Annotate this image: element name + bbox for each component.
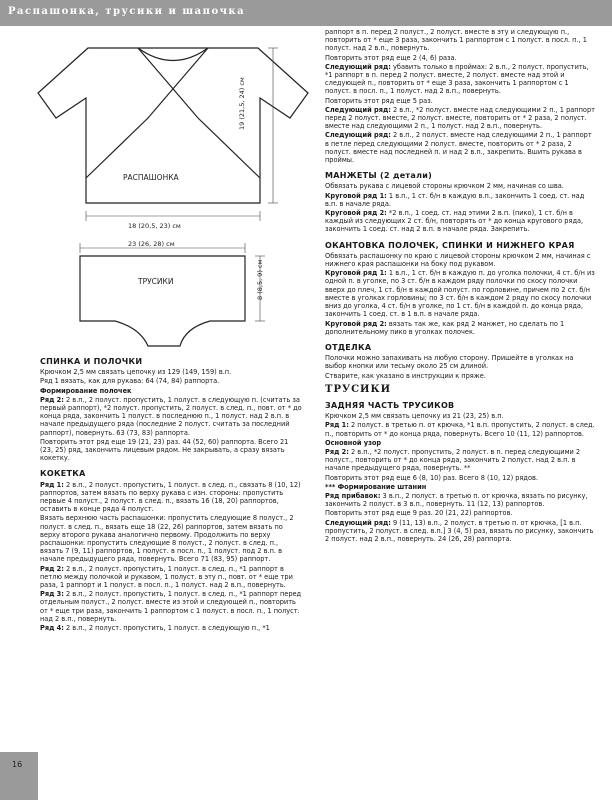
row-instruction: Ряд 3: 2 в.п., 2 полуст. пропустить, 1 полуст. в след. п., *1 раппорт перед отдельным полуст., 2 полуст. вместе из этой и следующей п., повторить от * еще три раза, закончить 1 раппортом с 1 полуст. в посл. п., 1 полуст. над 2 в.п., повернуть.: [40, 590, 302, 623]
row-label: Ряд 1:: [325, 421, 349, 430]
row-instruction: Ряд 2: 2 в.п., 2 полуст. пропустить, 1 полуст. в следующую п. (считать за первый раппорт), *2 полуст. пропустить, 2 полуст. в след. п., повт. от * до конца ряда, закончить 1 полуст. в последнюю п., 1 полуст. над 2 в.п. в начале предыдущего ряда (последние 2 полуст. считать за последний раппорт), повернуть. 63 (73, 83) раппорта.: [40, 395, 302, 437]
section-heading-zadnyaya: ЗАДНЯЯ ЧАСТЬ ТРУСИКОВ: [325, 400, 455, 410]
paragraph: Полочки можно запахивать на любую сторону. Пришейте в уголках на выбор кнопки или тесьму около 25 см длиной.: [325, 354, 574, 371]
row-label: Следующий ряд:: [325, 105, 391, 114]
row-instruction: Ряд 4: 2 в.п., 2 полуст. пропустить, 1 полуст. в следующую п., *1: [40, 624, 270, 633]
row-instruction: Следующий ряд: 2 в.п., 2 полуст. вместе над следующими 2 п., 1 раппорт в петле перед следующими 2 полуст. вместе, повторить от * 2 раза, 2 полуст. вместе над последней п. и над 2 в.п., закрепить. Вшить рукава в проймы.: [325, 131, 592, 165]
row-label: Круговой ряд 2:: [325, 209, 387, 218]
section-heading-manzhety: МАНЖЕТЫ (2 детали): [325, 171, 433, 181]
row-label: Следующий ряд:: [325, 518, 391, 527]
subheading: *** Формирование штанин: [325, 482, 427, 491]
row-label: Ряд 1:: [40, 480, 64, 489]
paragraph: раппорт в п. перед 2 полуст., 2 полуст. вместе в эту и следующую п., повторить от * еще 3 раза, закончить 1 раппортом с 1 полуст. в посл. п., 1 полуст. над 2 в.п., повернуть.: [325, 28, 587, 53]
page-number-tab: [0, 752, 38, 800]
paragraph: Вязать верхнюю часть распашонки: пропустить следующие 8 полуст., 2 полуст. в след. п., вязать еще 18 (22, 26) раппортов, затем вязать по верху второго рукава аналогично первому. Продолжить по верху распашонки: пропустить следующие 8 полуст., 2 полуст. в след. п., вязать 7 (9, 11) раппортов, 1 полуст. в посл. п., 1 полуст. под 2 в.п. в начале предыдущего ряда, повернуть. Всего 71 (83, 95) раппорт.: [40, 514, 294, 564]
row-instruction: Круговой ряд 2: *2 в.п., 1 соед. ст. над этими 2 в.п. (пико), 1 ст. б/н в каждый из следующих 2 ст. б/н, повторять от * до конца кругового ряда, закончить 1 соед. ст. над 2 в.п. в начале ряда. Закрепить.: [325, 209, 584, 234]
paragraph: Обвязать рукава с лицевой стороны крючком 2 мм, начиная со шва.: [325, 182, 564, 191]
row-instruction: Ряд 1: 2 полуст. в третью п. от крючка, *1 в.п. пропустить, 2 полуст. в след. п., повторить от * до конца ряда, повернуть. Всего 10 (11, 12) раппортов.: [325, 421, 595, 438]
trusiki-height-label: 8 (8,5, 9) см: [256, 259, 264, 300]
section-heading-trusiki: ТРУСИКИ: [325, 383, 392, 395]
subheading: Основной узор: [325, 438, 382, 447]
trusiki-top-label: 23 (26, 28) см: [128, 240, 175, 248]
row-label: Ряд 2:: [40, 564, 64, 573]
paragraph: Обвязать распашонку по краю с лицевой стороны крючком 2 мм, начиная с нижнего края распашонки на боку под рукавом.: [325, 251, 591, 269]
row-instruction: Ряд прибавок: 3 в.п., 2 полуст. в третью п. от крючка, вязать по рисунку, закончить 2 полуст. в 3 в.п., повернуть. 11 (12, 13) раппортов.: [325, 491, 588, 509]
subheading: Формирование полочек: [40, 386, 132, 395]
left-column: [40, 350, 302, 633]
paragraph: Повторить этот ряд еще 6 (8, 10) раз. Всего 8 (10, 12) рядов.: [325, 473, 538, 482]
row-instruction: Следующий ряд: 9 (11, 13) в.п., 2 полуст. в третью п. от крючка, [1 в.п. пропустить, 2 полуст. в след. в.п.] 3 (4, 5) раз, вязать по рисунку, закончить 2 полуст. над 2 в.п., повернуть. 24 (26, 28) раппорта.: [325, 518, 594, 543]
row-label: Ряд прибавок:: [325, 491, 381, 500]
header-title: Распашонка, трусики и шапочка: [8, 6, 246, 17]
row-label: Ряд 3:: [40, 590, 64, 599]
row-instruction: Круговой ряд 1: 1 в.п., 1 ст. б/н в каждую п. до уголка полочки, 4 ст. б/н из одной п. в уголке, по 3 ст. б/н в каждом ряду полочки по скосу полочки вверх до плеч, 1 ст. б/н в каждой полуст. по горловине, причем по 2 ст. б/н вместе в уголках горловины; по 3 ст. б/н в каждом 2 ряду по скосу полочки вниз до уголка, 4 ст. б/н в уголке, по 1 ст. б/н в каждой п. до конца ряда, закончить 1 соед. ст. в 1 в.п. в начале ряда.: [325, 269, 595, 319]
section-heading-koketka: КОКЕТКА: [40, 469, 86, 479]
row-instruction: Ряд 2: 2 в.п., 2 полуст. пропустить, 1 полуст. в след. п., *1 раппорт в петлю между полочкой и рукавом, 1 полуст. в эту п., повт. от * еще три раза, 1 раппорт и 1 полуст. в посл. п., 1 полуст. над 2 в.п., повернуть.: [40, 564, 293, 590]
trusiki-label: ТРУСИКИ: [138, 277, 174, 286]
raspashonka-height-label: 19 (21,5, 24) см: [238, 77, 246, 130]
row-label: Ряд 2:: [40, 395, 64, 404]
row-label: Круговой ряд 1:: [325, 191, 387, 200]
paragraph: Повторить этот ряд еще 19 (21, 23) раз. 44 (52, 60) раппорта. Всего 21 (23, 25) ряд, закончить лицевым рядом. Не закрывать, а сразу вязать кокетку.: [40, 437, 289, 463]
row-label: Следующий ряд:: [325, 131, 391, 140]
paragraph: Повторить этот ряд еще 2 (4, 6) раза.: [325, 53, 457, 62]
page-number: 16: [12, 760, 23, 769]
raspashonka-width-label: 18 (20,5, 23) см: [128, 222, 181, 230]
row-instruction: Ряд 1: 2 в.п., 2 полуст. пропустить, 1 полуст. в след. п., связать 8 (10, 12) раппортов, затем вязать по верху рукава с изн. стороны: пропустить первые 4 полуст., 2 полуст. в след. п., вязать 16 (18, 20) раппортов, оставить в конце ряда 4 полуст.: [40, 480, 301, 514]
section-heading-otdelka: ОТДЕЛКА: [325, 342, 372, 352]
row-instruction: Следующий ряд: 2 в.п., *2 полуст. вместе над следующими 2 п., 1 раппорт перед 2 полуст. вместе, 2 полуст. вместе, повторить от * 2 раза, 2 полуст. вместе над следующими 2 п., 1 полуст. над 2 в.п., повернуть.: [325, 105, 595, 131]
paragraph: Ряд 1 вязать, как для рукава: 64 (74, 84) раппорта.: [40, 377, 220, 386]
page-header: [0, 0, 612, 26]
dimension-lines: [86, 48, 278, 221]
trusiki-outline: [80, 256, 245, 346]
raspashonka-label: РАСПАШОНКА: [123, 173, 179, 182]
row-label: Следующий ряд:: [325, 62, 391, 71]
right-column: [325, 28, 595, 544]
row-instruction: Следующий ряд: убавить только в проймах: 2 в.п., 2 полуст. пропустить, *1 раппорт в п. перед 2 полуст. вместе, 2 полуст. вместе над этой и следующей п., повторить от * еще 3 раза, закончить 1 раппортом с 1 полуст. в посл. п., 1 полуст. над 2 в.п., повернуть.: [325, 62, 589, 96]
row-instruction: Ряд 2: 2 в.п., *2 полуст. пропустить, 2 полуст. в п. перед следующими 2 полуст., повторить от * до конца ряда, закончить 2 полуст. над 2 в.п. в начале предыдущего ряда, повернуть. **: [325, 447, 581, 473]
row-label: Ряд 2:: [325, 447, 349, 456]
paragraph: Крючком 2,5 мм связать цепочку из 129 (149, 159) в.п.: [40, 368, 232, 377]
section-heading-okantovka: ОКАНТОВКА ПОЛОЧЕК, СПИНКИ И НИЖНЕГО КРАЯ: [325, 240, 575, 250]
paragraph: Крючком 2,5 мм связать цепочку из 21 (23, 25) в.п.: [325, 412, 504, 421]
section-heading-spinka: СПИНКА И ПОЛОЧКИ: [40, 357, 143, 366]
row-label: Круговой ряд 2:: [325, 319, 387, 328]
paragraph: Повторить этот ряд еще 5 раз.: [325, 96, 433, 105]
row-label: Ряд 4:: [40, 624, 64, 633]
row-instruction: Круговой ряд 1: 1 в.п., 1 ст. б/н в каждую в.п., закончить 1 соед. ст. над в.п. в начале ряда.: [325, 191, 585, 208]
paragraph: Повторить этот ряд еще 9 раз. 20 (21, 22) раппортов.: [325, 509, 513, 518]
row-label: Круговой ряд 1:: [325, 269, 387, 278]
row-instruction: Круговой ряд 2: вязать так же, как ряд 2 манжет, но сделать по 1 дополнительному пико в уголках полочек.: [325, 319, 565, 336]
paragraph: Стварите, как указано в инструкции к пряже.: [325, 371, 486, 380]
